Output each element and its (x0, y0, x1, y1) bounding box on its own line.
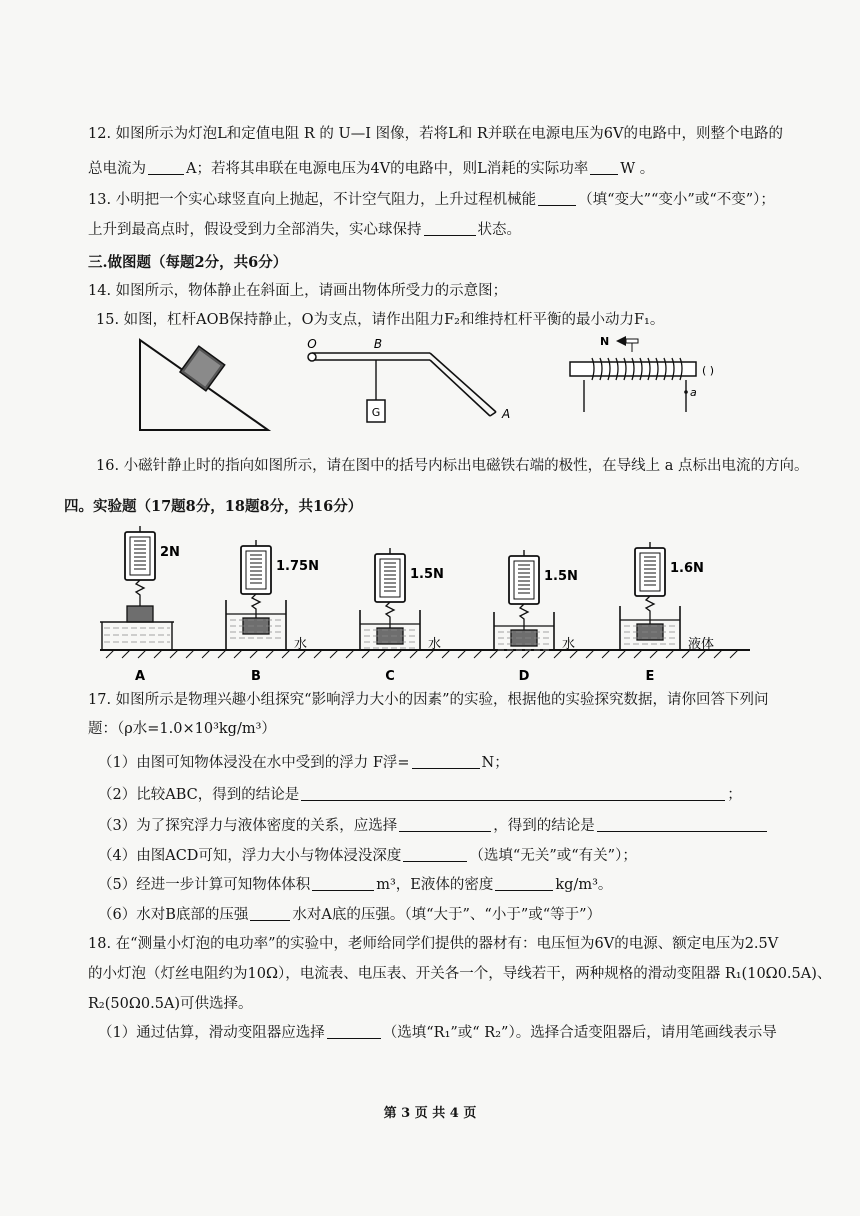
q17-p4b: （选填“无关”或“有关”）； (469, 848, 637, 864)
q17-p3a: （3）为了探究浮力与液体密度的关系，应选择 (98, 818, 398, 834)
q13-line2b: 状态。 (477, 222, 521, 238)
buoyancy-experiment-figure (96, 526, 756, 686)
q17-p5 (98, 874, 800, 895)
electromagnet-figure (560, 330, 750, 416)
q18-p1 (98, 1022, 800, 1043)
liquid-label: 水 (562, 637, 576, 652)
q17-blank4[interactable] (597, 815, 767, 832)
ground-hatching (106, 650, 738, 658)
q12-line2 (88, 158, 800, 179)
setup-label: B (251, 669, 261, 684)
q17-line1: 17. 如图所示是物理兴趣小组探究“影响浮力大小的因素”的实验，根据他的实验探究数据，请你回答下列问 (88, 692, 769, 708)
lever-figure (300, 336, 520, 436)
setup-e (620, 542, 714, 684)
label-b: B (373, 337, 383, 351)
label-a: A (502, 407, 511, 421)
page-footer: 第 3 页 共 4 页 (383, 1106, 477, 1121)
scale-reading: 1.75N (276, 559, 319, 574)
q17-p6b: 水对A底的压强。（填“大于”、“小于”或“等于”） (292, 907, 602, 923)
q17-p4 (98, 845, 800, 866)
liquid-label: 水 (294, 637, 308, 652)
q17-p1b: N； (481, 755, 509, 771)
q17-p6a: （6）水对B底部的压强 (98, 907, 249, 923)
liquid-label: 液体 (688, 637, 715, 652)
q13-line1b: （填“变大”“变小”或“不变”）； (578, 192, 775, 208)
q12-line2c: W 。 (620, 161, 655, 177)
q13-blank2[interactable] (424, 219, 476, 236)
section3-title: 三.做图题（每题2分，共6分） (88, 254, 288, 271)
q18-p1a: （1）通过估算，滑动变阻器应选择 (98, 1025, 325, 1041)
setup-label: A (134, 669, 146, 684)
polarity-bracket: ( ) (702, 364, 715, 377)
q17-blank1[interactable] (412, 752, 480, 769)
q14-text: 14. 如图所示，物体静止在斜面上，请画出物体所受力的示意图； (88, 283, 508, 299)
q13-blank1[interactable] (538, 189, 576, 206)
q18-blank1[interactable] (327, 1022, 381, 1039)
incline-figure (128, 334, 278, 436)
compass-needle (616, 336, 626, 346)
q17-p1 (98, 752, 800, 773)
setup-c (360, 548, 444, 684)
pivot-o (308, 353, 316, 361)
object-block (377, 628, 403, 644)
setup-label: E (645, 669, 655, 684)
q17-p5a: （5）经进一步计算可知物体体积 (98, 877, 311, 893)
q18-line2: 的小灯泡（灯丝电阻约为10Ω），电流表、电压表、开关各一个，导线若干，两种规格的滑动变阻器 R₁(10Ω0.5A)、 (88, 966, 832, 982)
q17-p1a: （1）由图可知物体浸没在水中受到的浮力 F浮= (98, 755, 410, 771)
q17-blank8[interactable] (250, 904, 290, 921)
label-g: G (371, 406, 381, 419)
q18-line3: R₂(50Ω0.5A)可供选择。 (88, 996, 253, 1012)
q17-blank3[interactable] (399, 815, 491, 832)
q16-text: 16. 小磁针静止时的指向如图所示，请在图中的括号内标出电磁铁右端的极性，在导线上 a 点标出电流的方向。 (96, 458, 809, 474)
q15-text: 15. 如图，杠杆AOB保持静止，O为支点，请作出阻力F₂和维持杠杆平衡的最小动力F₁。 (96, 312, 665, 328)
q17-p3b: ，得到的结论是 (493, 818, 595, 834)
block-on-incline (180, 346, 225, 391)
setup-label: C (385, 669, 395, 684)
object-block (637, 624, 663, 640)
q18-line1: 18. 在“测量小灯泡的电功率”的实验中，老师给同学们提供的器材有：电压恒为6V的电源、额定电压为2.5V (88, 936, 779, 952)
setup-label: D (518, 669, 530, 684)
q18-p1b: （选填“R₁”或“ R₂”）。选择合适变阻器后，请用笔画线表示导 (382, 1025, 777, 1041)
q17-p5c: kg/m³。 (555, 877, 613, 893)
q17-p6 (98, 904, 800, 925)
setup-a (100, 526, 180, 684)
q17-blank5[interactable] (403, 845, 467, 862)
q13-line2a: 上升到最高点时，假设受到力全部消失，实心球保持 (88, 222, 422, 238)
q12-line1: 12. 如图所示为灯泡L和定值电阻 R 的 U—I 图像，若将L和 R并联在电源电压为6V的电路中，则整个电路的 (88, 126, 783, 142)
q17-blank2[interactable] (301, 784, 725, 801)
section4-title: 四。实验题（17题8分，18题8分，共16分） (64, 498, 363, 515)
q12-line2a: 总电流为 (88, 161, 146, 177)
setup-b (226, 540, 319, 684)
q17-p2b: ； (727, 787, 742, 803)
scale-reading: 1.5N (410, 567, 444, 582)
setup-d (494, 550, 578, 684)
q17-p4a: （4）由图ACD可知，浮力大小与物体浸没深度 (98, 848, 402, 864)
q17-p2a: （2）比较ABC，得到的结论是 (98, 787, 300, 803)
q12-line2b: A；若将其串联在电源电压为4V的电路中，则L消耗的实际功率 (186, 161, 589, 177)
liquid-label: 水 (428, 637, 442, 652)
q17-p3 (98, 815, 800, 836)
label-n: N (600, 335, 610, 348)
object-block (511, 630, 537, 646)
scale-reading: 1.5N (544, 569, 578, 584)
label-a-point: a (690, 386, 697, 399)
scale-reading: 2N (160, 545, 180, 560)
label-o: O (307, 337, 317, 351)
object-block (127, 606, 153, 622)
q17-line2: 题：（ρ水=1.0×10³kg/m³） (88, 721, 276, 737)
q12-blank2[interactable] (590, 158, 618, 175)
q17-blank7[interactable] (495, 874, 553, 891)
scale-reading: 1.6N (670, 561, 704, 576)
q13-line1a: 13. 小明把一个实心球竖直向上抛起，不计空气阻力，上升过程机械能 (88, 192, 537, 208)
q17-p2 (98, 784, 800, 805)
q13-line1 (88, 189, 800, 210)
q13-line2 (88, 219, 800, 240)
q12-blank1[interactable] (148, 158, 184, 175)
q17-p5b: m³，E液体的密度 (376, 877, 494, 893)
object-block (243, 618, 269, 634)
q17-blank6[interactable] (312, 874, 374, 891)
